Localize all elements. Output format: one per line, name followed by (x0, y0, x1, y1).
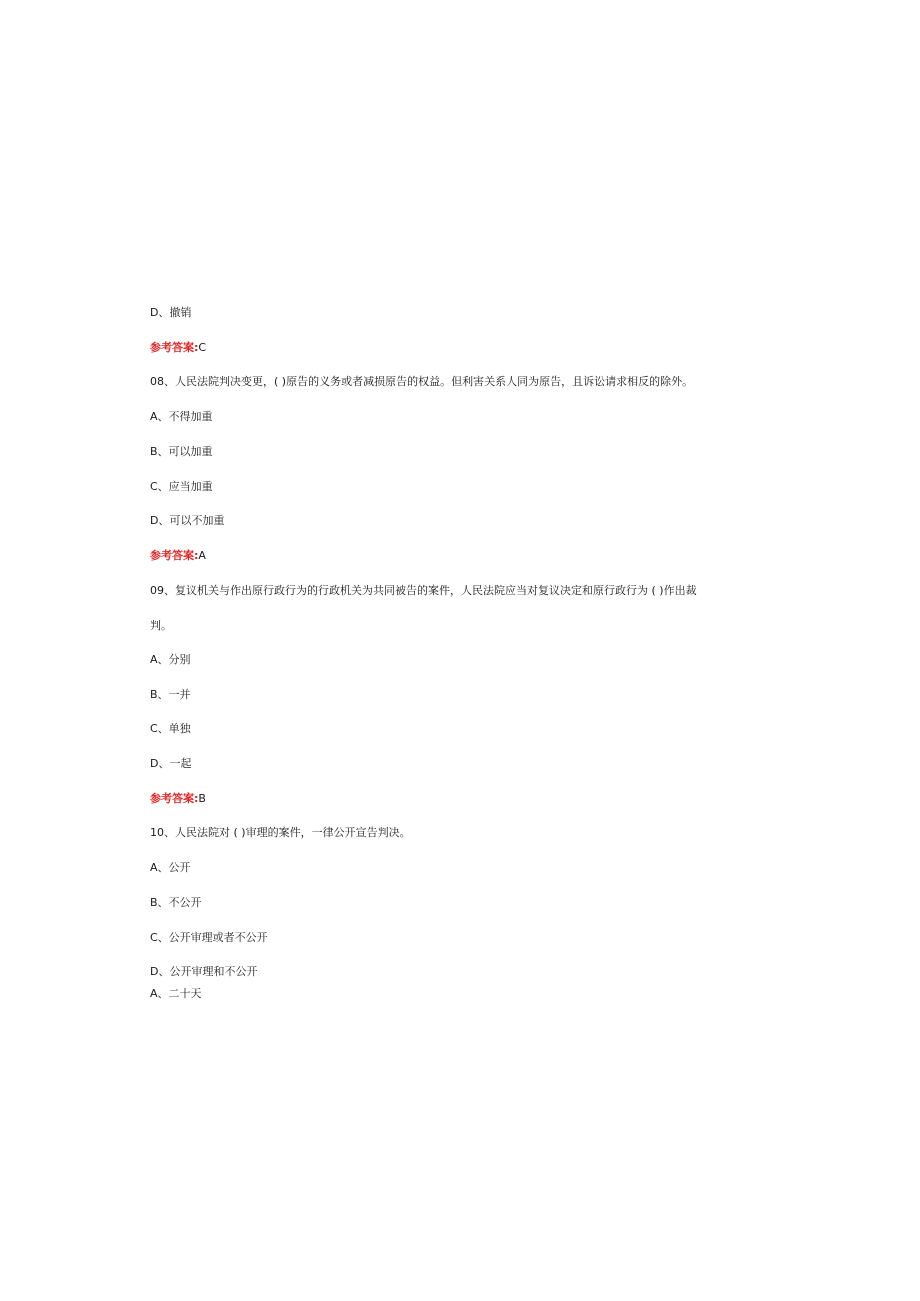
answer-label: 参考答案: (150, 792, 199, 805)
stray-option-a: A、二十天 (150, 987, 202, 1000)
q9-question-line1: 09、复议机关与作出原行政行为的行政机关为共同被告的案件，人民法院应当对复议决定和原行政行为 ( )作出裁 (150, 584, 697, 597)
q10-option-a: A、公开 (150, 861, 191, 874)
q8-option-c: C、应当加重 (150, 480, 213, 493)
q9-option-c: C、单独 (150, 722, 191, 735)
q10-option-d: D、公开审理和不公开 (150, 965, 258, 978)
q9-option-b: B、一并 (150, 688, 191, 701)
q8-option-a: A、不得加重 (150, 410, 213, 423)
answer-value: C (198, 341, 207, 354)
q8-option-d: D、可以不加重 (150, 514, 225, 527)
answer-value: A (198, 549, 206, 562)
q9-question-line2: 判。 (150, 619, 172, 632)
q10-option-b: B、不公开 (150, 896, 202, 909)
q10-question: 10、人民法院对 ( )审理的案件，一律公开宣告判决。 (150, 826, 411, 839)
q9-option-d: D、一起 (150, 757, 192, 770)
q9-option-a: A、分别 (150, 653, 191, 666)
q7-answer (150, 341, 206, 355)
q7-option-d: D、撤销 (150, 306, 192, 319)
q8-option-b: B、可以加重 (150, 445, 213, 458)
q9-answer (150, 792, 206, 806)
answer-label: 参考答案: (150, 341, 199, 354)
answer-value: B (198, 792, 206, 805)
q8-answer (150, 549, 206, 563)
q8-question: 08、人民法院判决变更，( )原告的义务或者减损原告的权益。但利害关系人同为原告，且诉讼请求相反的除外。 (150, 375, 694, 388)
answer-label: 参考答案: (150, 549, 199, 562)
q10-option-c: C、公开审理或者不公开 (150, 931, 268, 944)
